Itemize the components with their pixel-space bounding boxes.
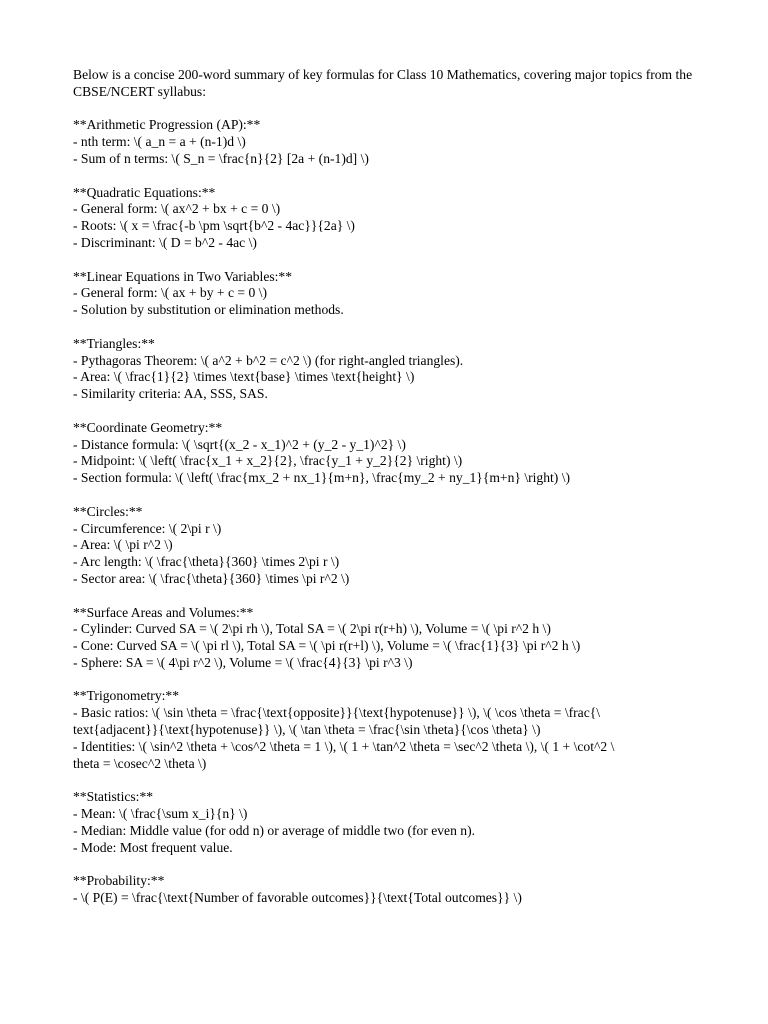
section-heading: **Probability:**: [73, 873, 165, 889]
formula-line: - Sector area: \( \frac{\theta}{360} \times \pi r^2 \): [73, 570, 350, 586]
formula-line: - Identities: \( \sin^2 \theta + \cos^2 \theta = 1 \), \( 1 + \tan^2 \theta = \sec^2 \theta \), \( 1 + \cot^2 \: [73, 738, 615, 754]
section-circles: [73, 504, 703, 588]
section-coordinate-geometry: [73, 420, 703, 487]
formula-line: theta = \cosec^2 \theta \): [73, 755, 207, 771]
section-heading: **Statistics:**: [73, 789, 154, 805]
section-heading: **Coordinate Geometry:**: [73, 419, 223, 435]
section-heading: **Surface Areas and Volumes:**: [73, 604, 254, 620]
formula-line: - Circumference: \( 2\pi r \): [73, 520, 222, 536]
document-page: [73, 67, 703, 907]
formula-line: - Mean: \( \frac{\sum x_i}{n} \): [73, 806, 248, 822]
formula-line: - Median: Middle value (for odd n) or average of middle two (for even n).: [73, 822, 476, 838]
paragraph-gap: [73, 403, 703, 420]
paragraph-gap: [73, 856, 703, 873]
section-triangles: [73, 336, 703, 403]
section-heading: **Circles:**: [73, 503, 143, 519]
formula-line: - Sum of n terms: \( S_n = \frac{n}{2} [2a + (n-1)d] \): [73, 150, 369, 166]
formula-line: - Discriminant: \( D = b^2 - 4ac \): [73, 234, 257, 250]
formula-line: - General form: \( ax + by + c = 0 \): [73, 285, 267, 301]
section-heading: **Quadratic Equations:**: [73, 184, 216, 200]
paragraph-gap: [73, 252, 703, 269]
section-heading: **Triangles:**: [73, 335, 155, 351]
formula-line: - Pythagoras Theorem: \( a^2 + b^2 = c^2 \) (for right-angled triangles).: [73, 352, 464, 368]
formula-line: - Distance formula: \( \sqrt{(x_2 - x_1)^2 + (y_2 - y_1)^2} \): [73, 436, 406, 452]
formula-line: - Basic ratios: \( \sin \theta = \frac{\text{opposite}}{\text{hypotenuse}} \), \( \cos \theta = \frac{\: [73, 705, 601, 721]
section-surface-areas-volumes: [73, 605, 703, 672]
paragraph-gap: [73, 487, 703, 504]
section-heading: **Linear Equations in Two Variables:**: [73, 268, 293, 284]
section-trigonometry: [73, 688, 703, 772]
paragraph-gap: [73, 101, 703, 118]
formula-line: - Area: \( \pi r^2 \): [73, 537, 173, 553]
section-probability: [73, 873, 703, 907]
section-quadratic-equations: [73, 185, 703, 252]
formula-line: - Cone: Curved SA = \( \pi rl \), Total SA = \( \pi r(r+l) \), Volume = \( \frac{1}{3} \pi r^2 h \): [73, 638, 581, 654]
formula-line: - Midpoint: \( \left( \frac{x_1 + x_2}{2}, \frac{y_1 + y_2}{2} \right) \): [73, 453, 463, 469]
formula-line: - Mode: Most frequent value.: [73, 839, 233, 855]
formula-line: - nth term: \( a_n = a + (n-1)d \): [73, 134, 246, 150]
intro-paragraph: Below is a concise 200-word summary of key formulas for Class 10 Mathematics, covering major topics from the CBSE/NCERT syllabus:: [73, 67, 693, 99]
paragraph-gap: [73, 772, 703, 789]
formula-line: - Similarity criteria: AA, SSS, SAS.: [73, 386, 268, 402]
formula-line: - \( P(E) = \frac{\text{Number of favorable outcomes}}{\text{Total outcomes}} \): [73, 890, 522, 906]
formula-line: - Section formula: \( \left( \frac{mx_2 + nx_1}{m+n}, \frac{my_2 + ny_1}{m+n} \right) \): [73, 470, 570, 486]
formula-line: - Solution by substitution or elimination methods.: [73, 302, 344, 318]
formula-line: - Cylinder: Curved SA = \( 2\pi rh \), Total SA = \( 2\pi r(r+h) \), Volume = \( \pi r^2 h \): [73, 621, 551, 637]
formula-line: text{adjacent}}{\text{hypotenuse}} \), \( \tan \theta = \frac{\sin \theta}{\cos \theta} \): [73, 722, 541, 738]
section-statistics: [73, 789, 703, 856]
section-arithmetic-progression: [73, 117, 703, 167]
section-heading: **Trigonometry:**: [73, 688, 179, 704]
section-heading: **Arithmetic Progression (AP):**: [73, 117, 261, 133]
paragraph-gap: [73, 588, 703, 605]
paragraph-gap: [73, 672, 703, 689]
formula-line: - Sphere: SA = \( 4\pi r^2 \), Volume = \( \frac{4}{3} \pi r^3 \): [73, 654, 413, 670]
formula-line: - General form: \( ax^2 + bx + c = 0 \): [73, 201, 281, 217]
section-linear-equations: [73, 269, 703, 319]
formula-line: - Arc length: \( \frac{\theta}{360} \times 2\pi r \): [73, 554, 340, 570]
formula-line: - Roots: \( x = \frac{-b \pm \sqrt{b^2 - 4ac}}{2a} \): [73, 218, 355, 234]
formula-line: - Area: \( \frac{1}{2} \times \text{base} \times \text{height} \): [73, 369, 415, 385]
paragraph-gap: [73, 168, 703, 185]
paragraph-gap: [73, 319, 703, 336]
